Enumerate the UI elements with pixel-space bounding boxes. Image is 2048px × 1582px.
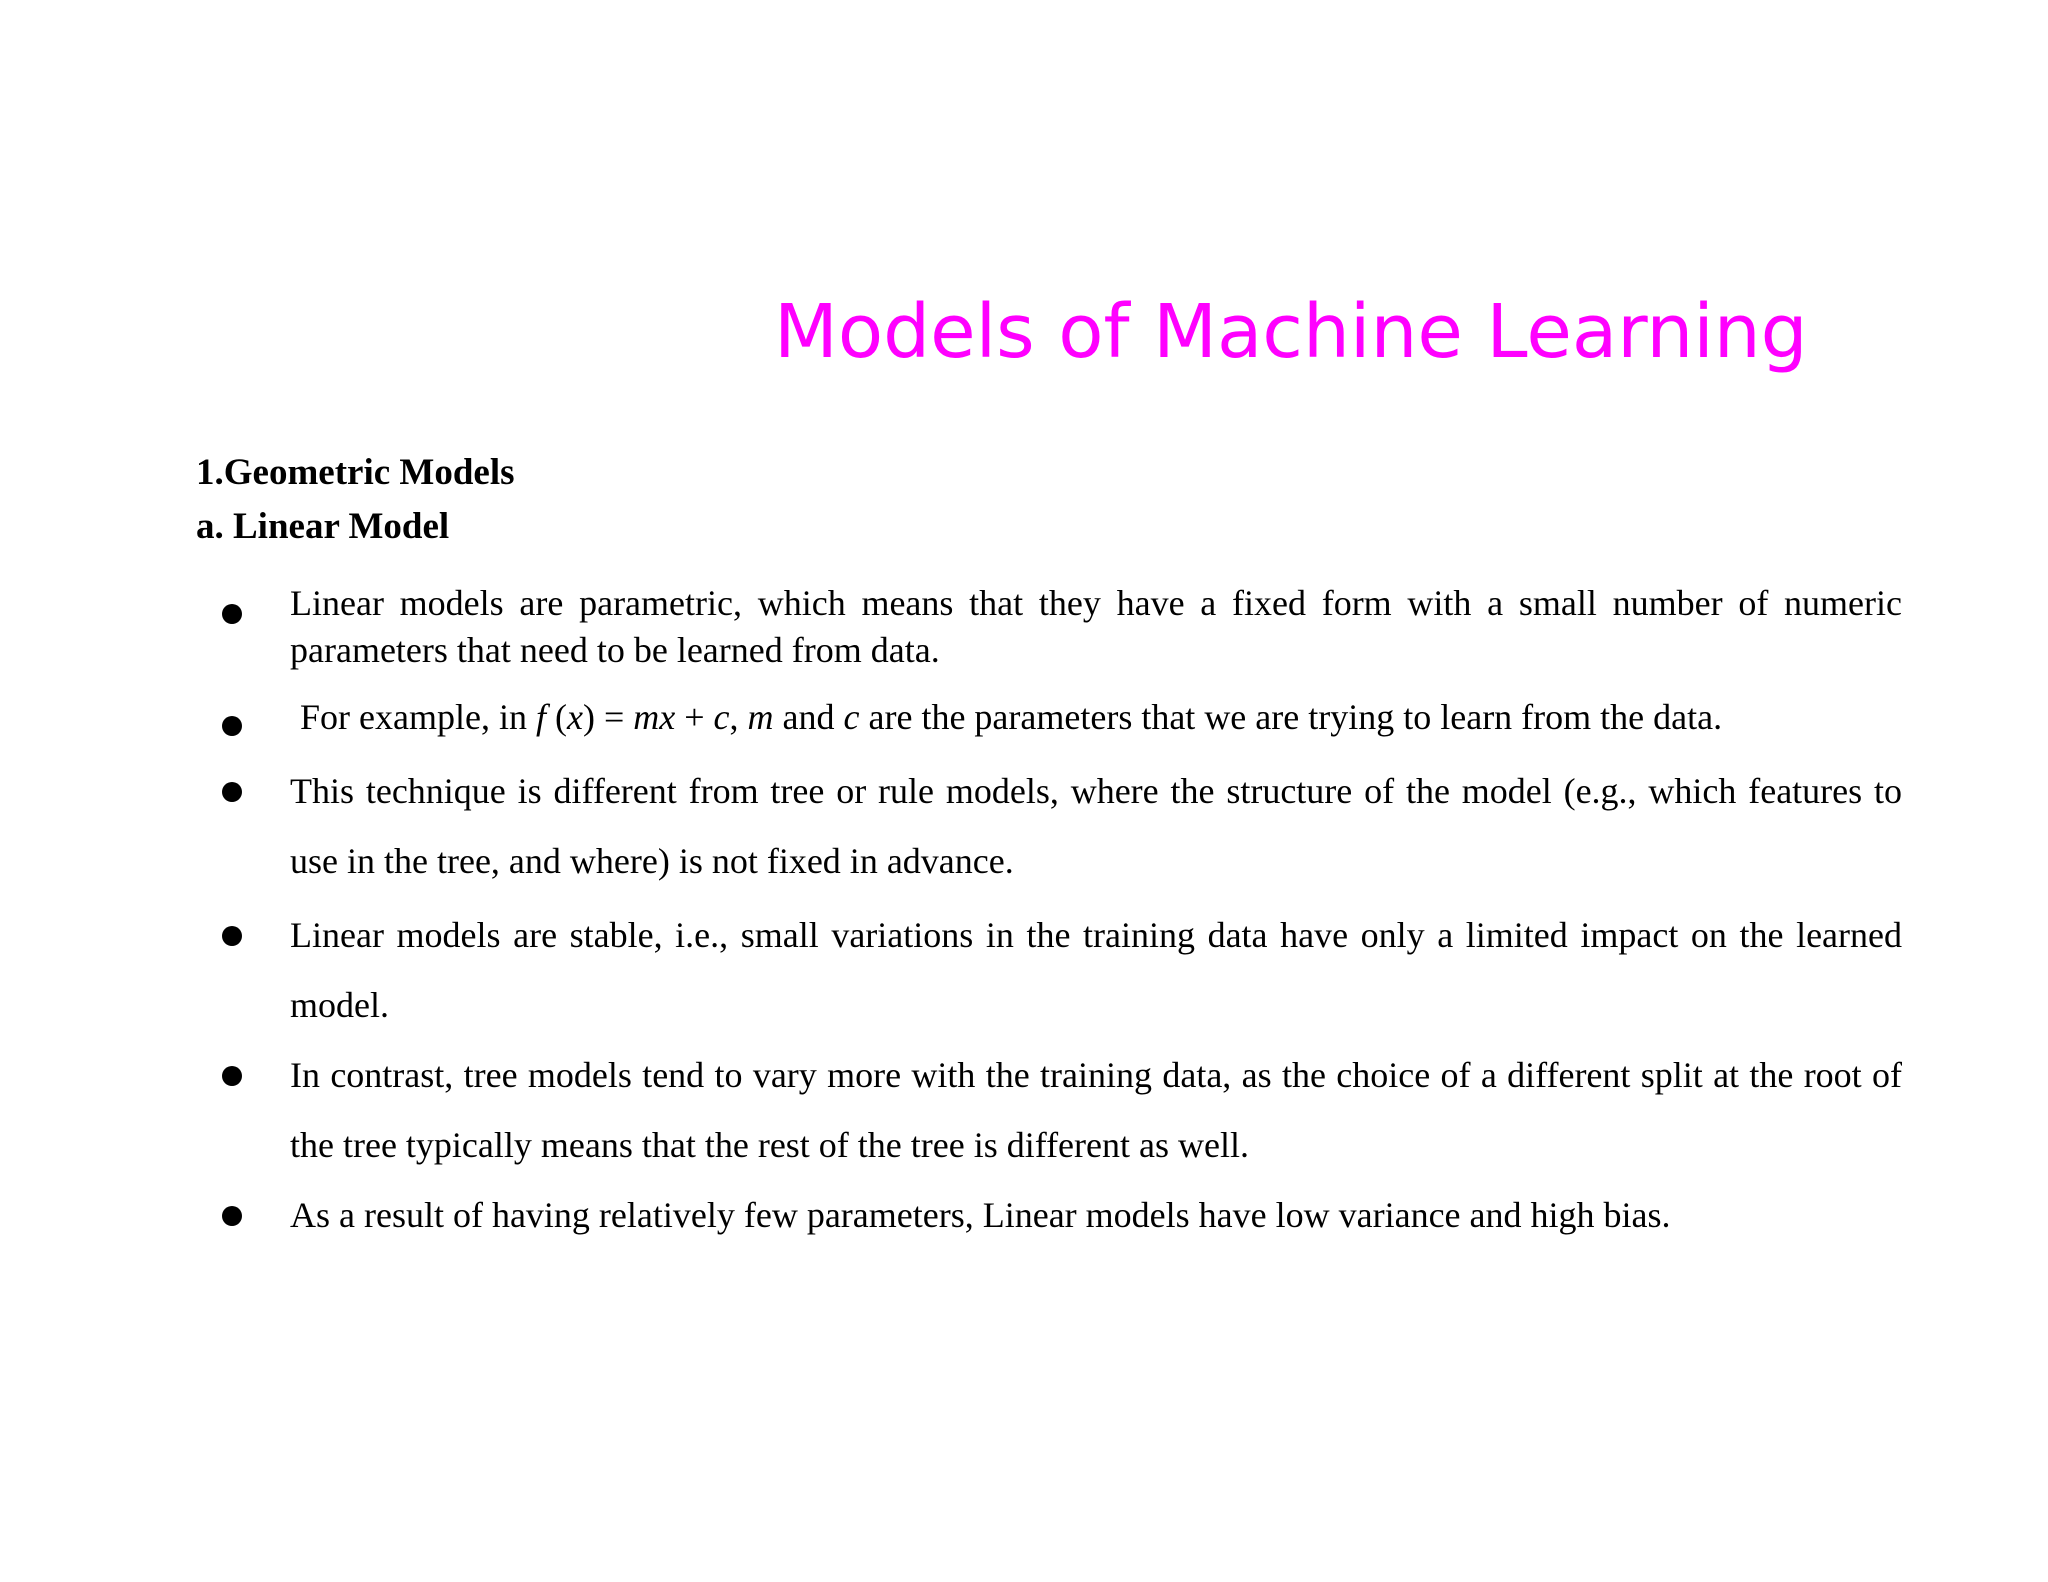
bullet-text-formula: For example, in f (x) = mx + c, m and c are the parameters that we are trying to learn from the data. xyxy=(300,697,1723,737)
bullet-dot-icon xyxy=(222,604,242,624)
page-title: Models of Machine Learning xyxy=(774,289,1808,375)
bullet-dot-icon xyxy=(222,1206,242,1226)
bullet-text: In contrast, tree models tend to vary more with the training data, as the choice of a different split at the root of the tree typically means that the rest of the tree is different as well. xyxy=(290,1055,1902,1165)
bullet-text: As a result of having relatively few parameters, Linear models have low variance and high bias. xyxy=(290,1195,1671,1235)
bullet-text: Linear models are stable, i.e., small variations in the training data have only a limited impact on the learned model. xyxy=(290,915,1902,1025)
bullet-dot-icon xyxy=(222,926,242,946)
subsection-heading: a. Linear Model xyxy=(196,506,450,547)
bullet-text: This technique is different from tree or rule models, where the structure of the model (e.g., which features to use in the tree, and where) is not fixed in advance. xyxy=(290,771,1902,881)
bullet-dot-icon xyxy=(222,716,242,736)
bullet-dot-icon xyxy=(222,782,242,802)
section-heading: 1.Geometric Models xyxy=(196,452,515,493)
bullet-dot-icon xyxy=(222,1066,242,1086)
bullet-text: Linear models are parametric, which means that they have a fixed form with a small number of numeric parameters that need to be learned from data. xyxy=(290,583,1902,670)
